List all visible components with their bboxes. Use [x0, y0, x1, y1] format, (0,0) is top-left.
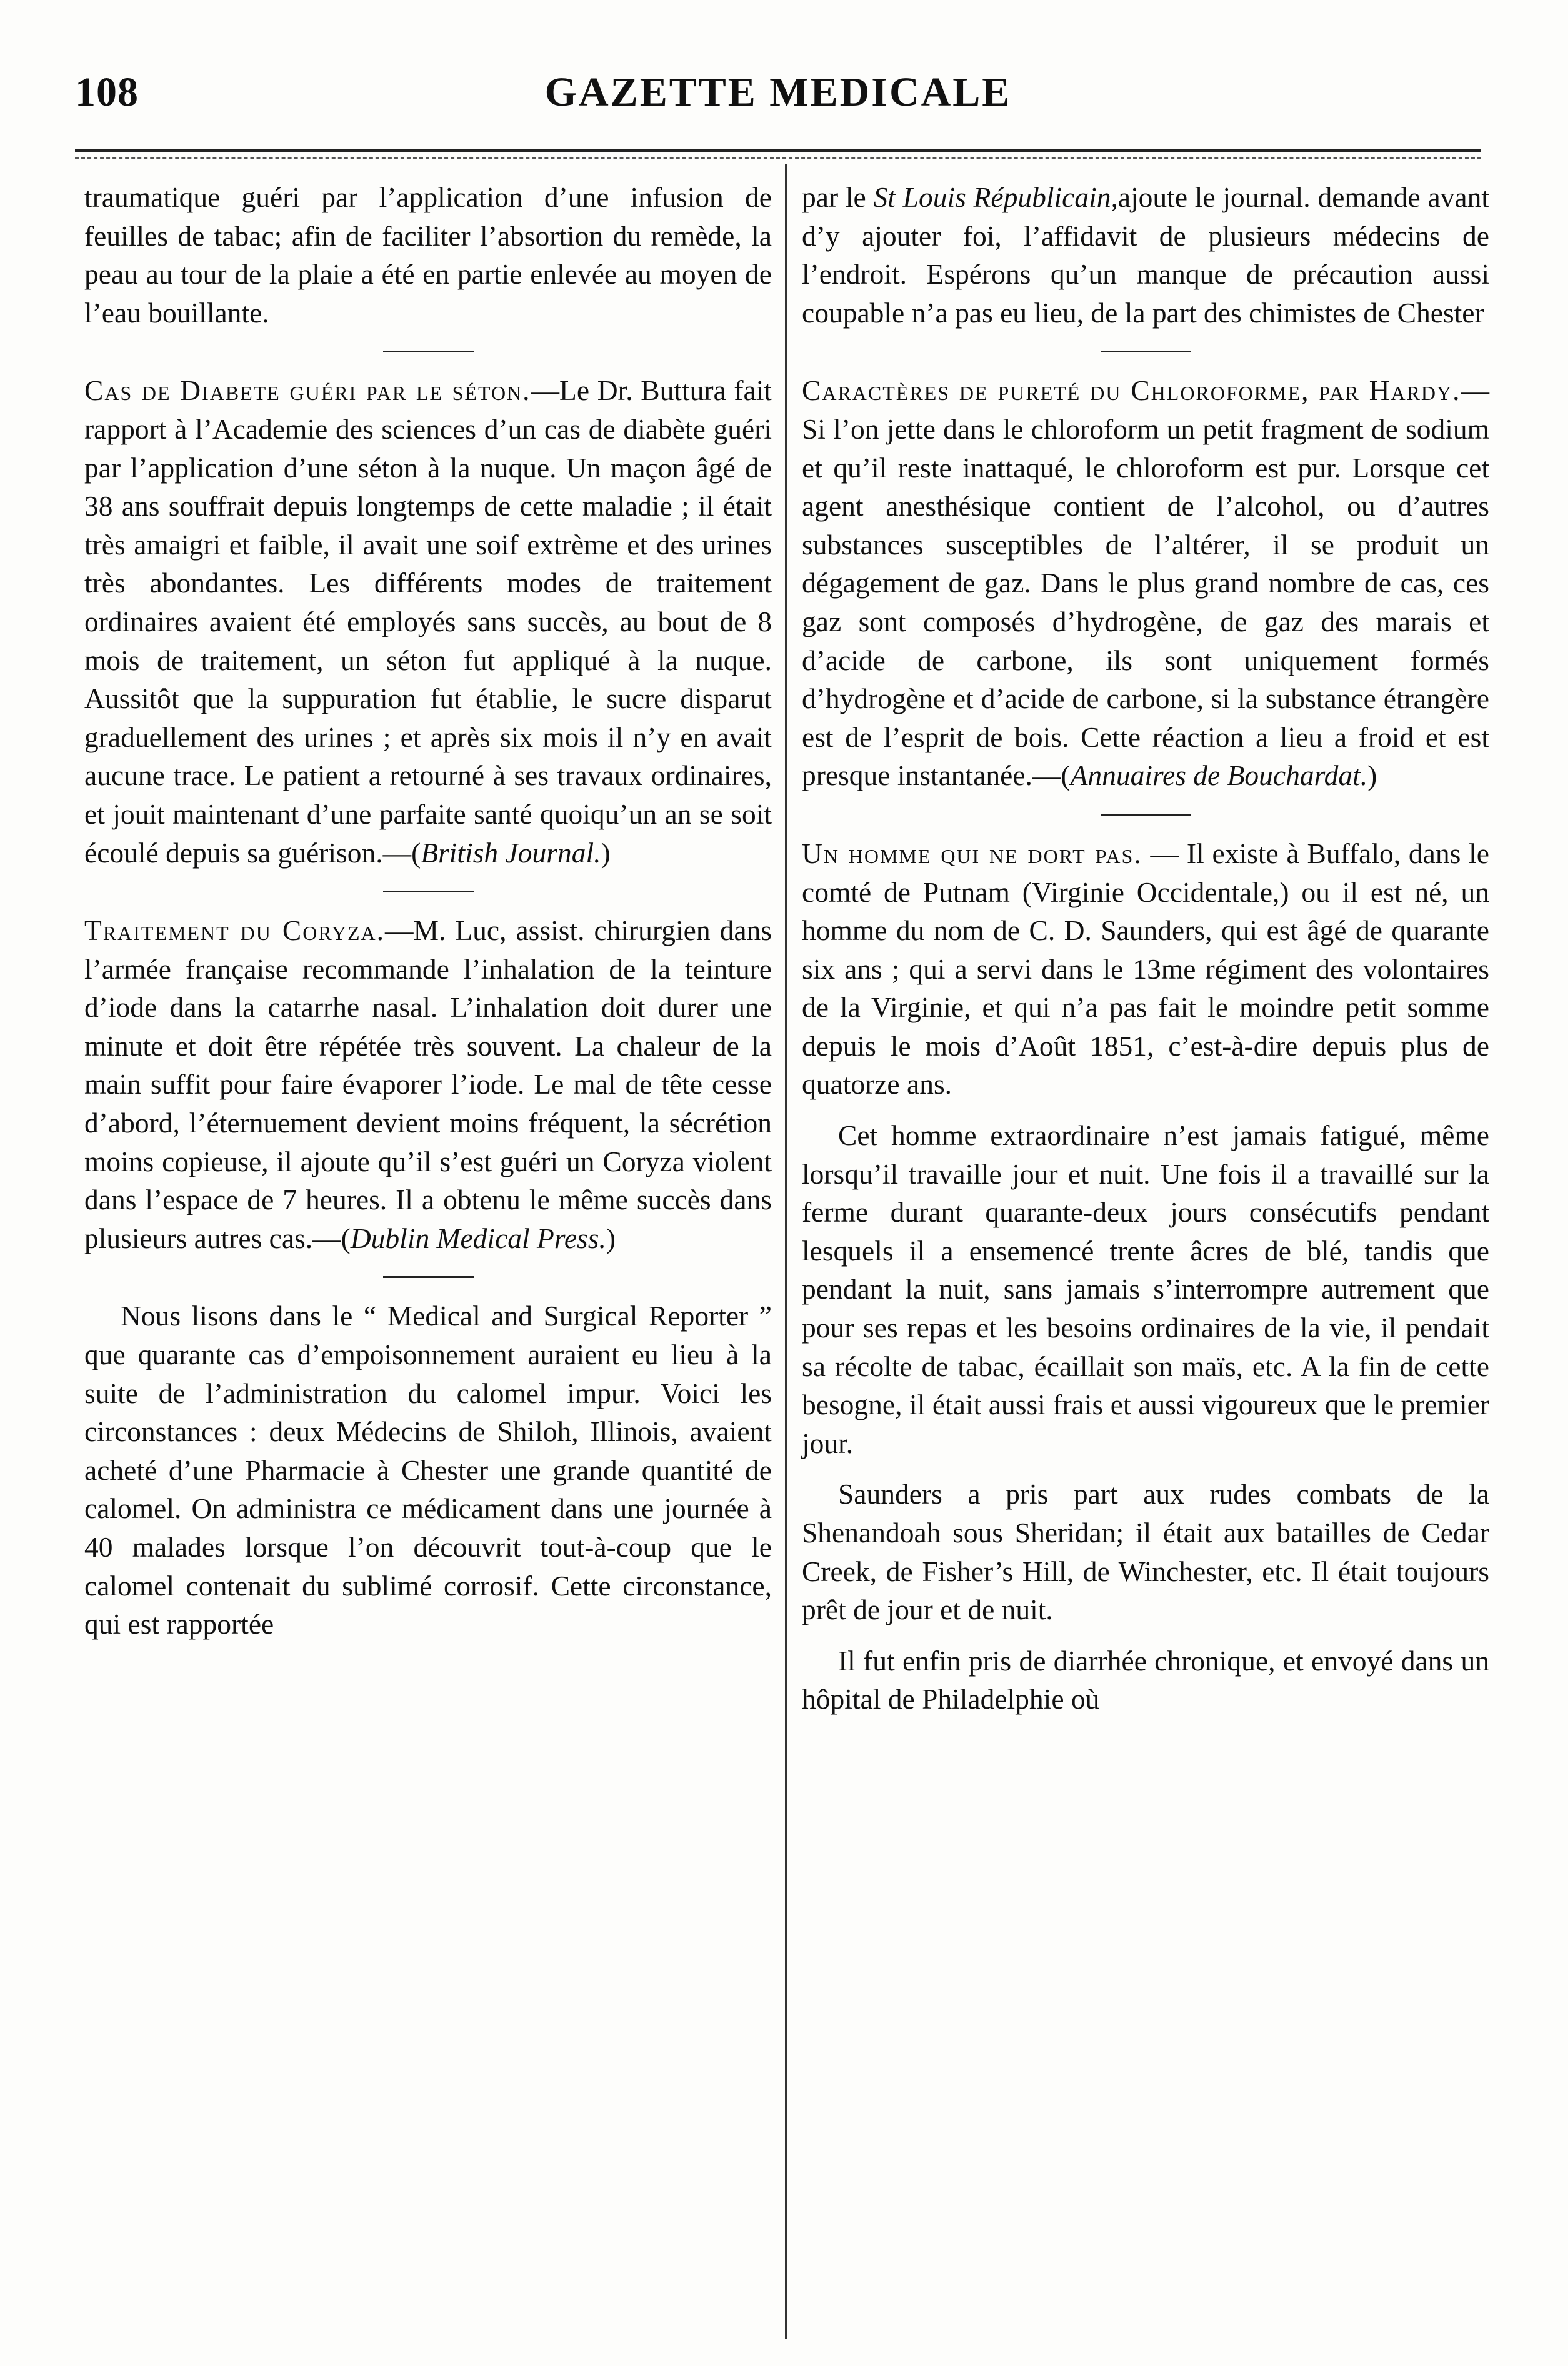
section-separator [1101, 814, 1191, 816]
section-separator [383, 1276, 474, 1278]
header-rule [75, 149, 1481, 152]
article-title: Cas de Diabete guéri par le séton. [84, 374, 531, 407]
continuation-text: par le [802, 181, 874, 213]
article-source-close: ) [1367, 759, 1377, 792]
paragraph-gap [802, 1462, 1489, 1475]
article-source: Dublin Medical Press. [350, 1222, 606, 1254]
right-column [802, 178, 1489, 1719]
section-separator [383, 891, 474, 892]
calomel-continuation [802, 178, 1489, 332]
article-body: — Il existe à Buffalo, dans le comté de Putnam (Virginie Occidentale,) ou il est né, un homme du nom de C. D. Saunders, qui est âgé de quarante six ans ; qui a servi dans le 13me régiment des volontaires de la Virginie, et qui n’a pas fait le moindre petit somme depuis le mois d’Août 1851, c’est-à-dire depuis plus de quatorze ans. [802, 837, 1490, 1101]
section-separator [1101, 351, 1191, 352]
article-title: Un homme qui ne dort pas. [802, 837, 1142, 869]
continuation-source: St Louis Républicain, [873, 181, 1118, 213]
left-column [84, 178, 772, 1644]
article-chloroforme [802, 371, 1489, 795]
section-separator [383, 351, 474, 352]
article-source-close: ) [606, 1222, 616, 1254]
article-coryza [84, 911, 772, 1257]
intro-fragment: traumatique guéri par l’application d’une infusion de feuilles de tabac; afin de faciliter l’absortion du remède, la peau au tour de la plaie a été en partie enlevée au moyen de l’eau bouillante. [84, 181, 772, 329]
article-paragraph: Cet homme extraordinaire n’est jamais fatigué, même lorsqu’il travaille jour et nuit. Une fois il a travaillé sur la ferme durant quarante-deux jours consécutifs pendant lesquels il a ensemencé trente âcres de blé, tandis que pendant la nuit, sans jamais s’interrompre autrement que pour ses repas et les besoins ordinaires de la vie, il pendait sa récolte de tabac, écaillait son maïs, etc. A la fin de cette besogne, il était aussi frais et aussi vigoureux que le premier jour. [802, 1119, 1489, 1459]
article-source: Annuaires de Bouchardat. [1070, 759, 1368, 792]
article-homme [802, 834, 1489, 1104]
article-body: —Si l’on jette dans le chloroform un petit fragment de sodium et qu’il reste inattaqué, le chloroform est pur. Lorsque cet agent anesthésique contient de l’alcohol, ou d’autres substances susceptibles de l’altérer, il se produit un dégagement de gaz. Dans le plus grand nombre de cas, ces gaz sont composés d’hydrogène, de gaz des marais et d’acide de carbone, ils sont uniquement formés d’hydrogène et d’acide de carbone, si la substance étrangère est de l’esprit de bois. Cette réaction a lieu a froid et est presque instantanée.—( [802, 374, 1489, 792]
article-title: Traitement du Coryza. [84, 914, 386, 947]
continuation-text: ajoute le journal. demande avant d’y ajouter foi, l’affidavit de plusieurs médecins de l’endroit. Espérons qu’un manque de précaution aussi coupable n’a pas eu lieu, de la part des chimistes de Chester [802, 181, 1489, 329]
column-divider [785, 164, 787, 2339]
page-number: 108 [75, 69, 139, 115]
journal-title: GAZETTE MEDICALE [544, 69, 1012, 115]
article-paragraph: Il fut enfin pris de diarrhée chronique, et envoyé dans un hôpital de Philadelphie où [802, 1644, 1489, 1715]
article-body: —M. Luc, assist. chirurgien dans l’armée française recommande l’inhalation de la teinture d’iode dans la catarrhe nasal. L’inhalation doit durer une minute et doit être répétée très souvent. La chaleur de la main suffit pour faire évaporer l’iode. Le mal de tête cesse d’abord, l’éternuement devient moins fréquent, la sécrétion moins copieuse, il ajoute qu’il s’est guéri un Coryza violent dans l’espace de 7 heures. Il a obtenu le même succès dans plusieurs autres cas.—( [84, 914, 772, 1254]
article-body: —Le Dr. Buttura fait rapport à l’Academie des sciences d’un cas de diabète guéri par l’application d’une séton à la nuque. Un maçon âgé de 38 ans souffrait depuis longtemps de cette maladie ; il était très amaigri et faible, il avait une soif extrème et des urines très abondantes. Les différents modes de traitement ordinaires avaient été employés sans succès, au bout de 8 mois de traitement, un séton fut appliqué à la nuque. Aussitôt que la suppuration fut établie, le sucre disparut graduellement des urines ; et après six mois il n’y en avait aucune trace. Le patient a retourné à ses travaux ordinaires, et jouit maintenant d’une parfaite santé quoiqu’un an se soit écoulé depuis sa guérison.—( [84, 374, 772, 869]
article-title: Caractères de pureté du Chloroforme, par Hardy. [802, 374, 1461, 407]
paragraph-gap [802, 1104, 1489, 1116]
page-header [75, 62, 1481, 131]
article-calomel: Nous lisons dans le “ Medical and Surgical Reporter ” que quarante cas d’empoisonnement auraient eu lieu à la suite de l’administration du calomel impur. Voici les circonstances : deux Médecins de Shiloh, Illinois, avaient acheté d’une Pharmacie à Chester une grande quantité de calomel. On administra ce médicament dans une journée à 40 malades lorsque l’on découvrit tout-à-coup que le calomel contenait du sublimé corrosif. Cette circonstance, qui est rapportée [84, 1300, 772, 1640]
article-paragraph: Saunders a pris part aux rudes combats de la Shenandoah sous Sheridan; il était aux batailles de Cedar Creek, de Fisher’s Hill, de Winchester, etc. Il était toujours prêt de jour et de nuit. [802, 1478, 1489, 1626]
article-diabete [84, 371, 772, 872]
header-rule-dashed [75, 157, 1481, 159]
paragraph-gap [802, 1629, 1489, 1642]
article-source: British Journal. [421, 836, 601, 869]
article-source-close: ) [601, 836, 611, 869]
